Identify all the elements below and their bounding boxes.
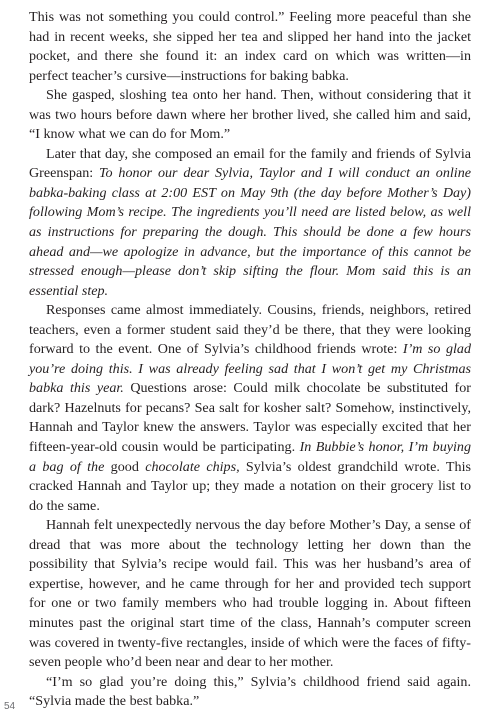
text-run: This was not something you could control.” Feeling more peaceful than she had in recent weeks, she sipped her tea and slipped her hand into the jacket pocket, and there she found it: an index card on which was written—in perfect teacher’s cursive—instructions for baking babka. [29,9,471,84]
text-run: Later that day, she composed an email for the family and friends of Sylvia Greenspan: [29,145,471,182]
italic-text: To honor our dear Sylvia, Taylor and I will conduct an online babka-baking class at 2:00 EST on May 9th (the day before Mother’s Day) following Mom’s recipe. The ingredients you’ll need are listed below, as well as instructions for preparing the dough. This should be done a few hours ahead and—we apologize in advance, but the importance of this cannot be stressed enough—please don’t skip sifting the flour. Mom said this is an essential step. [29,165,471,299]
paragraph [29,516,471,672]
text-run: She gasped, sloshing tea onto her hand. Then, without considering that it was two hours before dawn where her brother lived, she called him and said, “I know what we can do for Mom.” [29,87,471,143]
paragraph [29,8,471,86]
paragraph [29,673,471,712]
body-text [29,8,471,712]
text-run: Responses came almost immediately. Cousins, friends, neighbors, retired teachers, even a former student said they’d be there, that they were looking forward to the event. One of Sylvia’s childhood friends wrote: [29,302,471,358]
text-run: “I’m so glad you’re doing this,” Sylvia’s childhood friend said again. “Sylvia made the best babka.” [29,673,471,710]
italic-text: I’m so glad you’re doing this. I was already feeling sad that I won’t get my Christmas babka this year. [29,341,472,397]
italic-text: In Bubbie’s honor, I’m buying a bag of the [29,439,472,475]
paragraph [29,86,471,145]
paragraph [29,145,471,301]
text-run: good [104,458,146,475]
page-number: 54 [4,701,16,712]
paragraph [29,301,471,516]
italic-text: chocolate chips, [145,458,240,475]
text-run: Questions arose: Could milk chocolate be substituted for dark? Hazelnuts for pecans? Sea salt for kosher salt? Somehow, instinctively, Hannah and Taylor knew the answers. Taylor was especially excited that her fifteen-year-old cousin would be participating. [29,380,471,456]
text-run: Sylvia’s oldest grandchild wrote. This cracked Hannah and Taylor up; they made a notation on their grocery list to do the same. [29,458,471,514]
text-run: Hannah felt unexpectedly nervous the day before Mother’s Day, a sense of dread that was more about the technology letting her down than the possibility that Sylvia’s recipe would fail. This was her husband’s area of expertise, however, and he came through for her and provided tech support for one or two family members who had trouble logging in. About fifteen minutes past the original start time of the class, Hannah’s computer screen was covered in twenty-five rectangles, inside of which were the faces of fifty-seven people who’d been near and dear to her mother. [29,517,471,671]
